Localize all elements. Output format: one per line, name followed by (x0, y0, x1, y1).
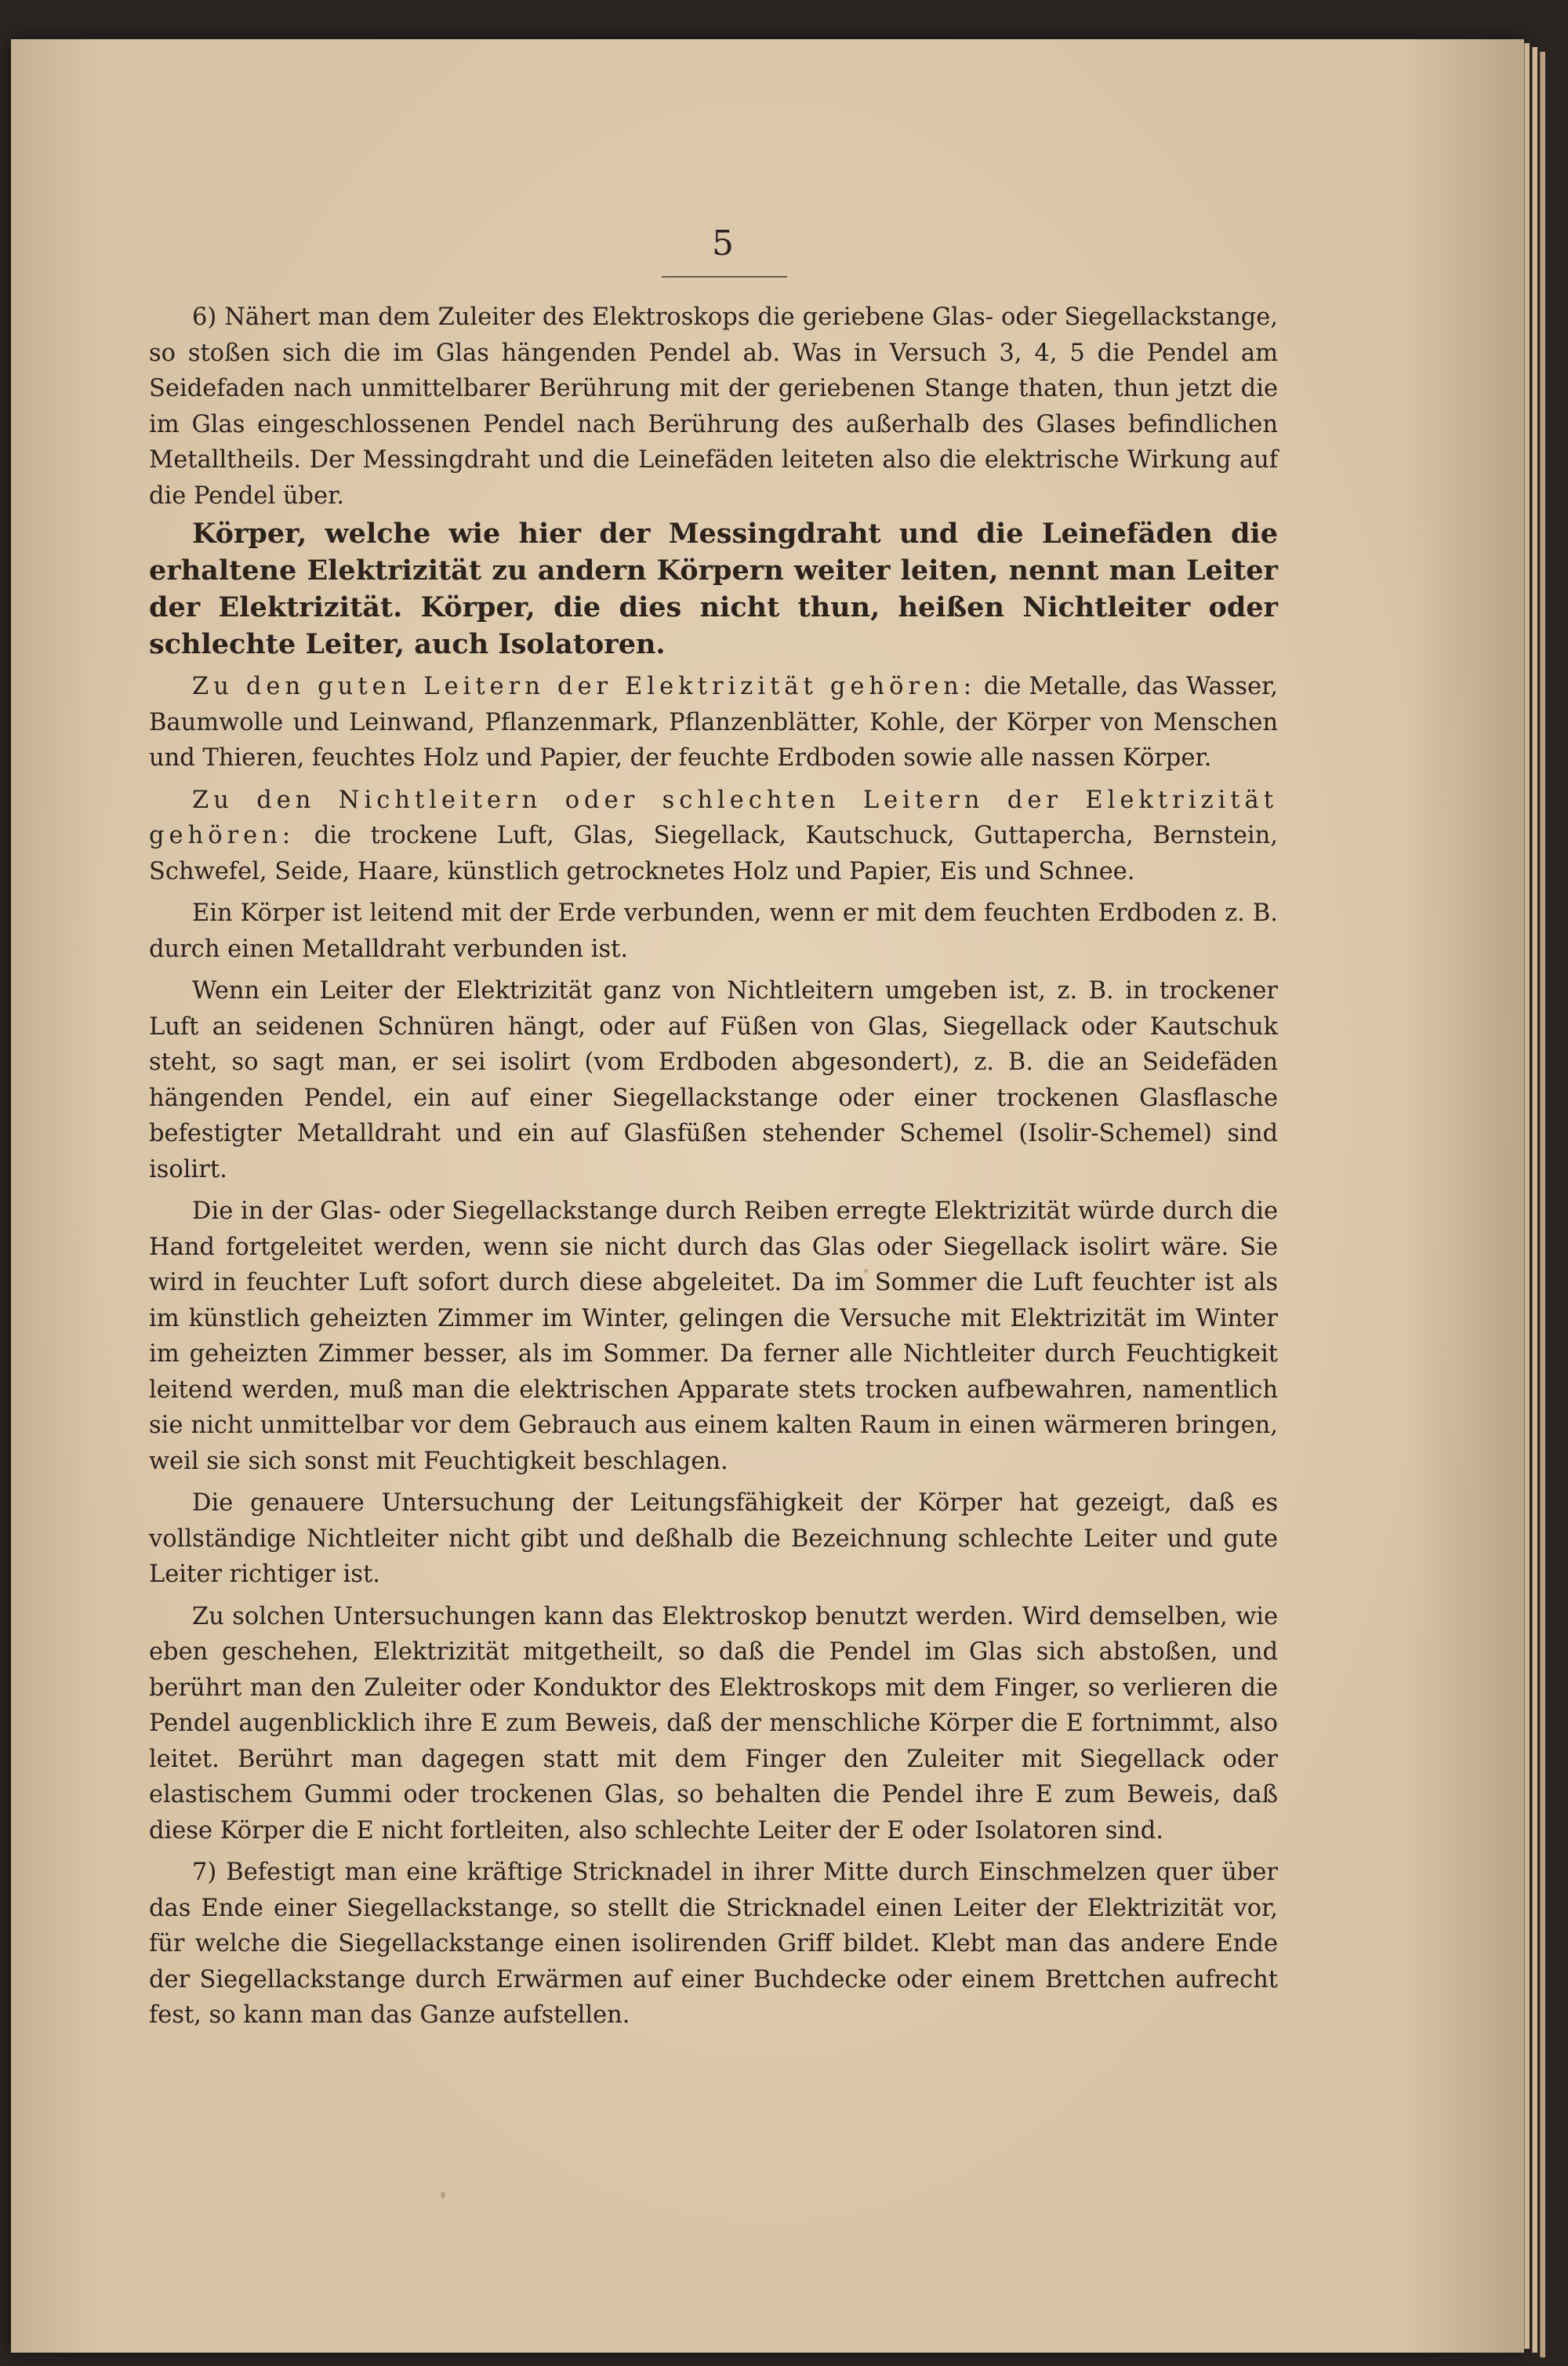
nonconductors-lead: Zu den Nichtleitern oder schlechten Leitern der Elektrizität gehören: (149, 786, 1278, 849)
body-text (149, 300, 1278, 2033)
good-conductors-lead: Zu den guten Leitern der Elektrizität gehören: (192, 673, 976, 700)
page-edge (1532, 47, 1537, 2353)
good-conductors-list: die Metalle, das Wasser, Baumwolle und Leinwand, Pflanzenmark, Pflanzenblätter, Kohle, der Körper von Menschen und Thieren, feuchtes Holz und Papier, der feuchte Erdboden sowie alle nassen Körper. (149, 673, 1278, 772)
header-rule (662, 276, 787, 278)
paragraph-electroscope-test: Zu solchen Untersuchungen kann das Elektroskop benutzt werden. Wird demselben, wie eben geschehen, Elektrizität mitgetheilt, so daß die Pendel im Glas sich abstoßen, und berührt man den Zuleiter oder Konduktor des Elektroskops mit dem Finger, so verlieren die Pendel augenblicklich ihre E zum Beweis, daß der menschliche Körper die E fortnimmt, also leitet. Berührt man dagegen statt mit dem Finger den Zuleiter mit Siegellack oder elastischem Gummi oder trockenen Glas, so behalten die Pendel ihre E zum Beweis, daß diese Körper die E nicht fortleiten, also schlechte Leiter der E oder Isolatoren sind. (149, 1602, 1278, 1844)
paper-spot (441, 2192, 445, 2198)
page-number: 5 (712, 224, 734, 263)
paragraph-isolation: Wenn ein Leiter der Elektrizität ganz von Nichtleitern umgeben ist, z. B. in trockener Luft an seidenen Schnüren hängt, oder auf Füßen von Glas, Siegellack oder Kautschuk steht, so sagt man, er sei isolirt (vom Erdboden abgesondert), z. B. die an Seidefäden hängenden Pendel, ein auf einer Siegellackstange oder einer trockenen Glasflasche befestigter Metalldraht und ein auf Glasfüßen stehender Schemel (Isolir-Schemel) sind isolirt. (149, 977, 1278, 1183)
paragraph-humidity: Die in der Glas- oder Siegellackstange durch Reiben erregte Elektrizität würde durch die Hand fortgeleitet werden, wenn sie nicht durch das Glas oder Siegellack isolirt wäre. Sie wird in feuchter Luft sofort durch diese abgeleitet. Da im Sommer die Luft feuchter ist als im künstlich geheizten Zimmer im Winter, gelingen die Versuche mit Elektrizität im Winter im geheizten Zimmer besser, als im Sommer. Da ferner alle Nichtleiter durch Feuchtigkeit leitend werden, muß man die elektrischen Apparate stets trocken aufbewahren, namentlich sie nicht unmittelbar vor dem Gebrauch aus einem kalten Raum in einen wärmeren bringen, weil sie sich sonst mit Feuchtigkeit beschlagen. (149, 1198, 1278, 1475)
paragraph-earth-connection: Ein Körper ist leitend mit der Erde verbunden, wenn er mit dem feuchten Erdboden z. B. durch einen Metalldraht verbunden ist. (149, 900, 1278, 963)
paragraph-nonconductors (149, 783, 1278, 890)
book-page (11, 39, 1524, 2353)
paragraph-conductivity: Die genauere Untersuchung der Leitungsfähigkeit der Körper hat gezeigt, daß es vollständige Nichtleiter nicht gibt und deßhalb die Bezeichnung schlechte Leiter und gute Leiter richtiger ist. (149, 1489, 1278, 1588)
page-edge (1524, 43, 1530, 2349)
paragraph-6: 6) Nähert man dem Zuleiter des Elektroskops die geriebene Glas- oder Siegellackstange, so stoßen sich die im Glas hängenden Pendel ab. Was in Versuch 3, 4, 5 die Pendel am Seidefaden nach unmittelbarer Berührung mit der geriebenen Stange thaten, thun jetzt die im Glas eingeschlossenen Pendel nach Berührung des außerhalb des Glases befindlichen Metalltheils. Der Messingdraht und die Leinefäden leiteten also die elektrische Wirkung auf die Pendel über. (149, 303, 1278, 510)
paragraph-good-conductors (149, 669, 1278, 776)
page-edge (1540, 52, 1545, 2357)
paper-spot (864, 1269, 868, 1273)
paragraph-7: 7) Befestigt man eine kräftige Stricknadel in ihrer Mitte durch Einschmelzen quer über das Ende einer Siegellackstange, so stellt die Stricknadel einen Leiter der Elektrizität vor, für welche die Siegellackstange einen isolirenden Griff bildet. Klebt man das andere Ende der Siegellackstange durch Erwärmen auf einer Buchdecke oder einem Brettchen aufrecht fest, so kann man das Ganze aufstellen. (149, 1859, 1278, 2029)
nonconductors-list: die trockene Luft, Glas, Siegellack, Kautschuck, Guttapercha, Bernstein, Schwefel, Seide, Haare, künstlich getrocknetes Holz und Papier, Eis und Schnee. (149, 822, 1278, 885)
definition-paragraph: Körper, welche wie hier der Messingdraht und die Leinefäden die erhaltene Elektrizität zu andern Körpern weiter leiten, nennt man Leiter der Elektrizität. Körper, die dies nicht thun, heißen Nichtleiter oder schlechte Leiter, auch Isolatoren. (149, 518, 1278, 660)
